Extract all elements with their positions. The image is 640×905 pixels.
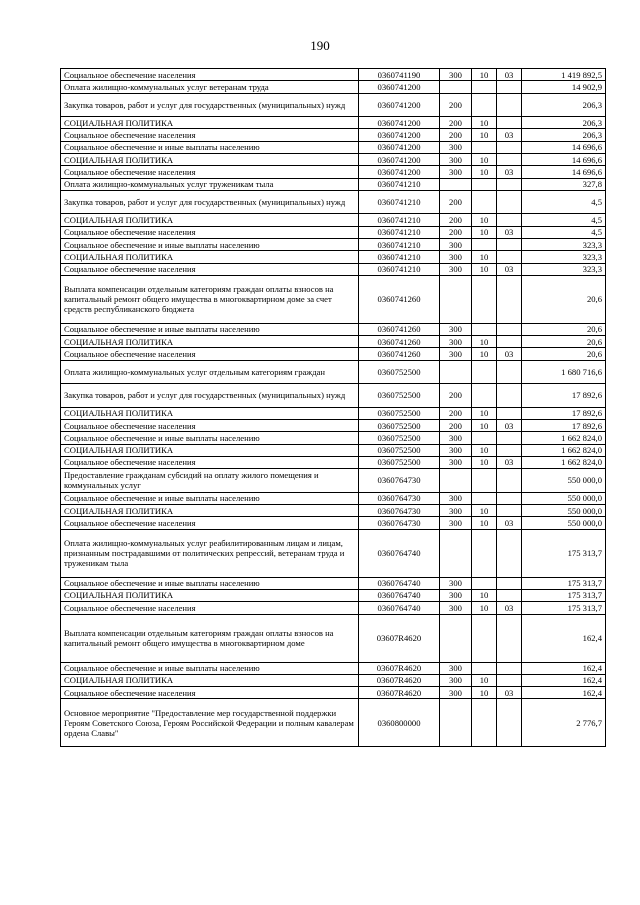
row-subsection-cell [497, 251, 522, 263]
row-amount-cell: 4,5 [522, 190, 606, 214]
row-expense-type-cell: 300 [440, 432, 472, 444]
row-subsection-cell: 03 [497, 348, 522, 360]
row-amount-cell: 1 662 824,0 [522, 456, 606, 468]
row-code-cell: 03607R4620 [359, 662, 440, 674]
row-subsection-cell [497, 360, 522, 384]
row-expense-type-cell: 300 [440, 662, 472, 674]
table-row [61, 662, 606, 674]
row-amount-cell: 175 313,7 [522, 577, 606, 589]
row-code-cell: 0360741190 [359, 69, 440, 81]
table-row [61, 81, 606, 93]
row-section-cell: 10 [472, 456, 497, 468]
row-code-cell: 0360741200 [359, 81, 440, 93]
row-code-cell: 0360741210 [359, 251, 440, 263]
row-amount-cell: 162,4 [522, 614, 606, 662]
row-name-cell: Основное мероприятие "Предоставление мер государственной поддержки Героям Советского Союза, Героям Российской Федерации и полным кавалерам ордена Славы" [61, 699, 359, 747]
row-code-cell: 0360752500 [359, 432, 440, 444]
row-name-cell: Оплата жилищно-коммунальных услуг ветеранам труда [61, 81, 359, 93]
row-expense-type-cell: 200 [440, 407, 472, 419]
row-expense-type-cell: 300 [440, 141, 472, 153]
table-row [61, 589, 606, 601]
table-row [61, 226, 606, 238]
row-amount-cell: 4,5 [522, 226, 606, 238]
table-row [61, 492, 606, 504]
row-section-cell [472, 384, 497, 408]
row-code-cell: 0360752500 [359, 360, 440, 384]
row-name-cell: СОЦИАЛЬНАЯ ПОЛИТИКА [61, 251, 359, 263]
row-expense-type-cell: 300 [440, 251, 472, 263]
table-row [61, 420, 606, 432]
row-amount-cell: 550 000,0 [522, 517, 606, 529]
row-section-cell: 10 [472, 589, 497, 601]
row-amount-cell: 323,3 [522, 263, 606, 275]
row-code-cell: 0360741210 [359, 263, 440, 275]
row-subsection-cell [497, 81, 522, 93]
table-row [61, 432, 606, 444]
row-code-cell: 0360752500 [359, 407, 440, 419]
row-code-cell: 0360741210 [359, 190, 440, 214]
row-name-cell: СОЦИАЛЬНАЯ ПОЛИТИКА [61, 407, 359, 419]
row-amount-cell: 206,3 [522, 117, 606, 129]
row-amount-cell: 1 662 824,0 [522, 432, 606, 444]
row-code-cell: 0360741260 [359, 348, 440, 360]
row-section-cell: 10 [472, 674, 497, 686]
row-code-cell: 0360741210 [359, 226, 440, 238]
row-expense-type-cell: 300 [440, 238, 472, 250]
table-row [61, 336, 606, 348]
row-name-cell: СОЦИАЛЬНАЯ ПОЛИТИКА [61, 336, 359, 348]
row-section-cell [472, 360, 497, 384]
row-name-cell: СОЦИАЛЬНАЯ ПОЛИТИКА [61, 444, 359, 456]
row-subsection-cell [497, 117, 522, 129]
row-subsection-cell [497, 141, 522, 153]
row-code-cell: 03607R4620 [359, 687, 440, 699]
row-code-cell: 0360741210 [359, 238, 440, 250]
row-expense-type-cell: 200 [440, 226, 472, 238]
row-expense-type-cell: 300 [440, 577, 472, 589]
row-code-cell: 0360741200 [359, 117, 440, 129]
row-name-cell: Социальное обеспечение и иные выплаты населению [61, 662, 359, 674]
row-subsection-cell [497, 674, 522, 686]
row-section-cell [472, 190, 497, 214]
row-subsection-cell [497, 662, 522, 674]
row-expense-type-cell [440, 699, 472, 747]
row-subsection-cell: 03 [497, 166, 522, 178]
row-amount-cell: 175 313,7 [522, 602, 606, 614]
row-section-cell [472, 492, 497, 504]
budget-table [60, 68, 606, 747]
table-row [61, 178, 606, 190]
row-section-cell [472, 662, 497, 674]
row-name-cell: Социальное обеспечение и иные выплаты населению [61, 577, 359, 589]
row-name-cell: Социальное обеспечение населения [61, 517, 359, 529]
row-subsection-cell [497, 469, 522, 493]
row-subsection-cell [497, 384, 522, 408]
row-subsection-cell [497, 238, 522, 250]
row-name-cell: СОЦИАЛЬНАЯ ПОЛИТИКА [61, 214, 359, 226]
row-subsection-cell [497, 190, 522, 214]
row-code-cell: 0360752500 [359, 444, 440, 456]
row-section-cell: 10 [472, 69, 497, 81]
table-row [61, 469, 606, 493]
row-amount-cell: 14 902,9 [522, 81, 606, 93]
row-expense-type-cell [440, 529, 472, 577]
row-code-cell: 0360764730 [359, 492, 440, 504]
table-row [61, 323, 606, 335]
row-code-cell: 0360741200 [359, 93, 440, 117]
table-row [61, 517, 606, 529]
row-code-cell: 0360764740 [359, 577, 440, 589]
row-section-cell: 10 [472, 226, 497, 238]
row-amount-cell: 17 892,6 [522, 407, 606, 419]
row-amount-cell: 175 313,7 [522, 529, 606, 577]
row-section-cell: 10 [472, 687, 497, 699]
row-name-cell: СОЦИАЛЬНАЯ ПОЛИТИКА [61, 674, 359, 686]
row-amount-cell: 17 892,6 [522, 384, 606, 408]
table-row [61, 153, 606, 165]
row-expense-type-cell [440, 178, 472, 190]
row-expense-type-cell [440, 360, 472, 384]
table-row [61, 444, 606, 456]
row-section-cell [472, 529, 497, 577]
table-row [61, 577, 606, 589]
row-amount-cell: 323,3 [522, 238, 606, 250]
row-expense-type-cell [440, 469, 472, 493]
row-code-cell: 0360741260 [359, 323, 440, 335]
row-name-cell: Выплата компенсации отдельным категориям граждан оплаты взносов на капитальный ремонт общего имущества в многоквартирном доме [61, 614, 359, 662]
row-section-cell [472, 577, 497, 589]
row-amount-cell: 323,3 [522, 251, 606, 263]
row-expense-type-cell: 200 [440, 384, 472, 408]
row-name-cell: Выплата компенсации отдельным категориям граждан оплаты взносов на капитальный ремонт общего имущества в многоквартирном доме за счет средств республиканского бюджета [61, 275, 359, 323]
row-subsection-cell [497, 336, 522, 348]
row-expense-type-cell [440, 81, 472, 93]
table-row [61, 190, 606, 214]
row-subsection-cell [497, 589, 522, 601]
row-code-cell: 0360741200 [359, 166, 440, 178]
row-name-cell: Социальное обеспечение населения [61, 420, 359, 432]
table-row [61, 529, 606, 577]
row-name-cell: Социальное обеспечение и иные выплаты населению [61, 238, 359, 250]
row-subsection-cell: 03 [497, 69, 522, 81]
row-subsection-cell [497, 614, 522, 662]
row-code-cell: 0360764730 [359, 505, 440, 517]
row-name-cell: Социальное обеспечение населения [61, 166, 359, 178]
row-amount-cell: 206,3 [522, 129, 606, 141]
row-name-cell: Социальное обеспечение и иные выплаты населению [61, 323, 359, 335]
row-code-cell: 03607R4620 [359, 674, 440, 686]
row-section-cell: 10 [472, 517, 497, 529]
row-expense-type-cell: 300 [440, 602, 472, 614]
table-row [61, 275, 606, 323]
row-code-cell: 0360741260 [359, 275, 440, 323]
row-subsection-cell: 03 [497, 263, 522, 275]
row-amount-cell: 550 000,0 [522, 492, 606, 504]
table-row [61, 614, 606, 662]
row-subsection-cell [497, 699, 522, 747]
row-subsection-cell: 03 [497, 226, 522, 238]
row-section-cell: 10 [472, 214, 497, 226]
row-amount-cell: 14 696,6 [522, 141, 606, 153]
row-subsection-cell: 03 [497, 687, 522, 699]
row-subsection-cell [497, 529, 522, 577]
row-expense-type-cell: 300 [440, 263, 472, 275]
row-amount-cell: 20,6 [522, 336, 606, 348]
row-name-cell: Оплата жилищно-коммунальных услуг труженикам тыла [61, 178, 359, 190]
row-expense-type-cell [440, 275, 472, 323]
row-expense-type-cell: 300 [440, 687, 472, 699]
row-subsection-cell [497, 93, 522, 117]
row-expense-type-cell: 300 [440, 674, 472, 686]
row-expense-type-cell: 200 [440, 129, 472, 141]
row-amount-cell: 1 419 892,5 [522, 69, 606, 81]
table-row [61, 129, 606, 141]
row-section-cell: 10 [472, 420, 497, 432]
row-name-cell: Социальное обеспечение населения [61, 456, 359, 468]
row-section-cell: 10 [472, 251, 497, 263]
row-subsection-cell [497, 432, 522, 444]
row-name-cell: Социальное обеспечение и иные выплаты населению [61, 432, 359, 444]
row-name-cell: Оплата жилищно-коммунальных услуг реабилитированным лицам и лицам, признанным пострадавшими от политических репрессий, ветеранам труда и труженикам тыла [61, 529, 359, 577]
row-amount-cell: 162,4 [522, 662, 606, 674]
row-expense-type-cell [440, 614, 472, 662]
row-section-cell [472, 323, 497, 335]
row-code-cell: 0360764740 [359, 529, 440, 577]
row-code-cell: 0360741210 [359, 214, 440, 226]
row-name-cell: Социальное обеспечение и иные выплаты населению [61, 141, 359, 153]
row-section-cell [472, 141, 497, 153]
row-name-cell: Закупка товаров, работ и услуг для государственных (муниципальных) нужд [61, 190, 359, 214]
row-amount-cell: 550 000,0 [522, 469, 606, 493]
row-expense-type-cell: 300 [440, 517, 472, 529]
budget-table-body [61, 69, 606, 747]
row-amount-cell: 550 000,0 [522, 505, 606, 517]
row-name-cell: Предоставление гражданам субсидий на оплату жилого помещения и коммунальных услуг [61, 469, 359, 493]
row-amount-cell: 1 680 716,6 [522, 360, 606, 384]
row-amount-cell: 4,5 [522, 214, 606, 226]
row-section-cell: 10 [472, 505, 497, 517]
page-number: 190 [310, 38, 330, 53]
table-row [61, 699, 606, 747]
row-section-cell: 10 [472, 117, 497, 129]
row-expense-type-cell: 200 [440, 190, 472, 214]
row-expense-type-cell: 300 [440, 444, 472, 456]
row-section-cell: 10 [472, 407, 497, 419]
row-name-cell: СОЦИАЛЬНАЯ ПОЛИТИКА [61, 505, 359, 517]
row-section-cell [472, 699, 497, 747]
row-name-cell: Социальное обеспечение населения [61, 687, 359, 699]
row-subsection-cell [497, 444, 522, 456]
row-subsection-cell [497, 505, 522, 517]
row-expense-type-cell: 300 [440, 492, 472, 504]
table-row [61, 348, 606, 360]
row-expense-type-cell: 300 [440, 456, 472, 468]
row-section-cell [472, 275, 497, 323]
row-subsection-cell [497, 275, 522, 323]
row-code-cell: 0360741200 [359, 153, 440, 165]
row-expense-type-cell: 300 [440, 505, 472, 517]
table-row [61, 456, 606, 468]
row-section-cell [472, 93, 497, 117]
row-amount-cell: 1 662 824,0 [522, 444, 606, 456]
row-subsection-cell: 03 [497, 456, 522, 468]
row-section-cell: 10 [472, 153, 497, 165]
row-section-cell: 10 [472, 444, 497, 456]
table-row [61, 166, 606, 178]
row-name-cell: Социальное обеспечение населения [61, 69, 359, 81]
row-subsection-cell: 03 [497, 420, 522, 432]
row-expense-type-cell: 300 [440, 153, 472, 165]
row-subsection-cell [497, 323, 522, 335]
row-section-cell: 10 [472, 129, 497, 141]
row-expense-type-cell: 300 [440, 336, 472, 348]
row-name-cell: Закупка товаров, работ и услуг для государственных (муниципальных) нужд [61, 384, 359, 408]
row-code-cell: 0360764740 [359, 602, 440, 614]
row-code-cell: 0360800000 [359, 699, 440, 747]
table-row [61, 384, 606, 408]
row-name-cell: СОЦИАЛЬНАЯ ПОЛИТИКА [61, 117, 359, 129]
row-subsection-cell [497, 153, 522, 165]
table-row [61, 117, 606, 129]
row-amount-cell: 20,6 [522, 323, 606, 335]
row-section-cell [472, 178, 497, 190]
table-row [61, 263, 606, 275]
row-section-cell: 10 [472, 602, 497, 614]
row-code-cell: 0360764730 [359, 517, 440, 529]
row-code-cell: 0360741210 [359, 178, 440, 190]
row-code-cell: 0360741260 [359, 336, 440, 348]
table-row [61, 687, 606, 699]
row-subsection-cell [497, 214, 522, 226]
row-amount-cell: 175 313,7 [522, 589, 606, 601]
row-amount-cell: 206,3 [522, 93, 606, 117]
row-amount-cell: 17 892,6 [522, 420, 606, 432]
row-amount-cell: 2 776,7 [522, 699, 606, 747]
row-expense-type-cell: 300 [440, 348, 472, 360]
table-row [61, 505, 606, 517]
table-row [61, 251, 606, 263]
row-section-cell: 10 [472, 336, 497, 348]
row-expense-type-cell: 200 [440, 117, 472, 129]
row-code-cell: 0360752500 [359, 456, 440, 468]
row-code-cell: 0360741200 [359, 129, 440, 141]
row-expense-type-cell: 300 [440, 166, 472, 178]
table-row [61, 407, 606, 419]
row-amount-cell: 20,6 [522, 348, 606, 360]
row-amount-cell: 14 696,6 [522, 153, 606, 165]
row-name-cell: СОЦИАЛЬНАЯ ПОЛИТИКА [61, 153, 359, 165]
row-section-cell: 10 [472, 348, 497, 360]
row-name-cell: Социальное обеспечение населения [61, 348, 359, 360]
row-code-cell: 0360764740 [359, 589, 440, 601]
table-row [61, 141, 606, 153]
row-expense-type-cell: 300 [440, 589, 472, 601]
row-expense-type-cell: 200 [440, 420, 472, 432]
row-subsection-cell [497, 407, 522, 419]
row-code-cell: 03607R4620 [359, 614, 440, 662]
row-subsection-cell [497, 492, 522, 504]
row-section-cell [472, 469, 497, 493]
row-name-cell: Социальное обеспечение населения [61, 129, 359, 141]
row-name-cell: Социальное обеспечение населения [61, 226, 359, 238]
row-expense-type-cell: 300 [440, 69, 472, 81]
row-name-cell: Социальное обеспечение населения [61, 263, 359, 275]
row-code-cell: 0360752500 [359, 420, 440, 432]
row-subsection-cell [497, 178, 522, 190]
table-row [61, 602, 606, 614]
table-row [61, 93, 606, 117]
row-code-cell: 0360764730 [359, 469, 440, 493]
row-expense-type-cell: 200 [440, 93, 472, 117]
table-row [61, 69, 606, 81]
row-name-cell: Социальное обеспечение населения [61, 602, 359, 614]
row-section-cell [472, 432, 497, 444]
row-code-cell: 0360752500 [359, 384, 440, 408]
row-section-cell [472, 614, 497, 662]
row-amount-cell: 14 696,6 [522, 166, 606, 178]
row-expense-type-cell: 200 [440, 214, 472, 226]
row-amount-cell: 162,4 [522, 687, 606, 699]
row-subsection-cell: 03 [497, 602, 522, 614]
row-name-cell: Социальное обеспечение и иные выплаты населению [61, 492, 359, 504]
row-expense-type-cell: 300 [440, 323, 472, 335]
row-section-cell [472, 238, 497, 250]
row-subsection-cell [497, 577, 522, 589]
row-name-cell: Оплата жилищно-коммунальных услуг отдельным категориям граждан [61, 360, 359, 384]
row-subsection-cell: 03 [497, 129, 522, 141]
table-row [61, 360, 606, 384]
row-amount-cell: 162,4 [522, 674, 606, 686]
row-name-cell: СОЦИАЛЬНАЯ ПОЛИТИКА [61, 589, 359, 601]
row-name-cell: Закупка товаров, работ и услуг для государственных (муниципальных) нужд [61, 93, 359, 117]
row-amount-cell: 327,8 [522, 178, 606, 190]
row-section-cell: 10 [472, 263, 497, 275]
row-amount-cell: 20,6 [522, 275, 606, 323]
row-section-cell: 10 [472, 166, 497, 178]
row-section-cell [472, 81, 497, 93]
table-row [61, 674, 606, 686]
row-code-cell: 0360741200 [359, 141, 440, 153]
table-row [61, 238, 606, 250]
table-row [61, 214, 606, 226]
row-subsection-cell: 03 [497, 517, 522, 529]
